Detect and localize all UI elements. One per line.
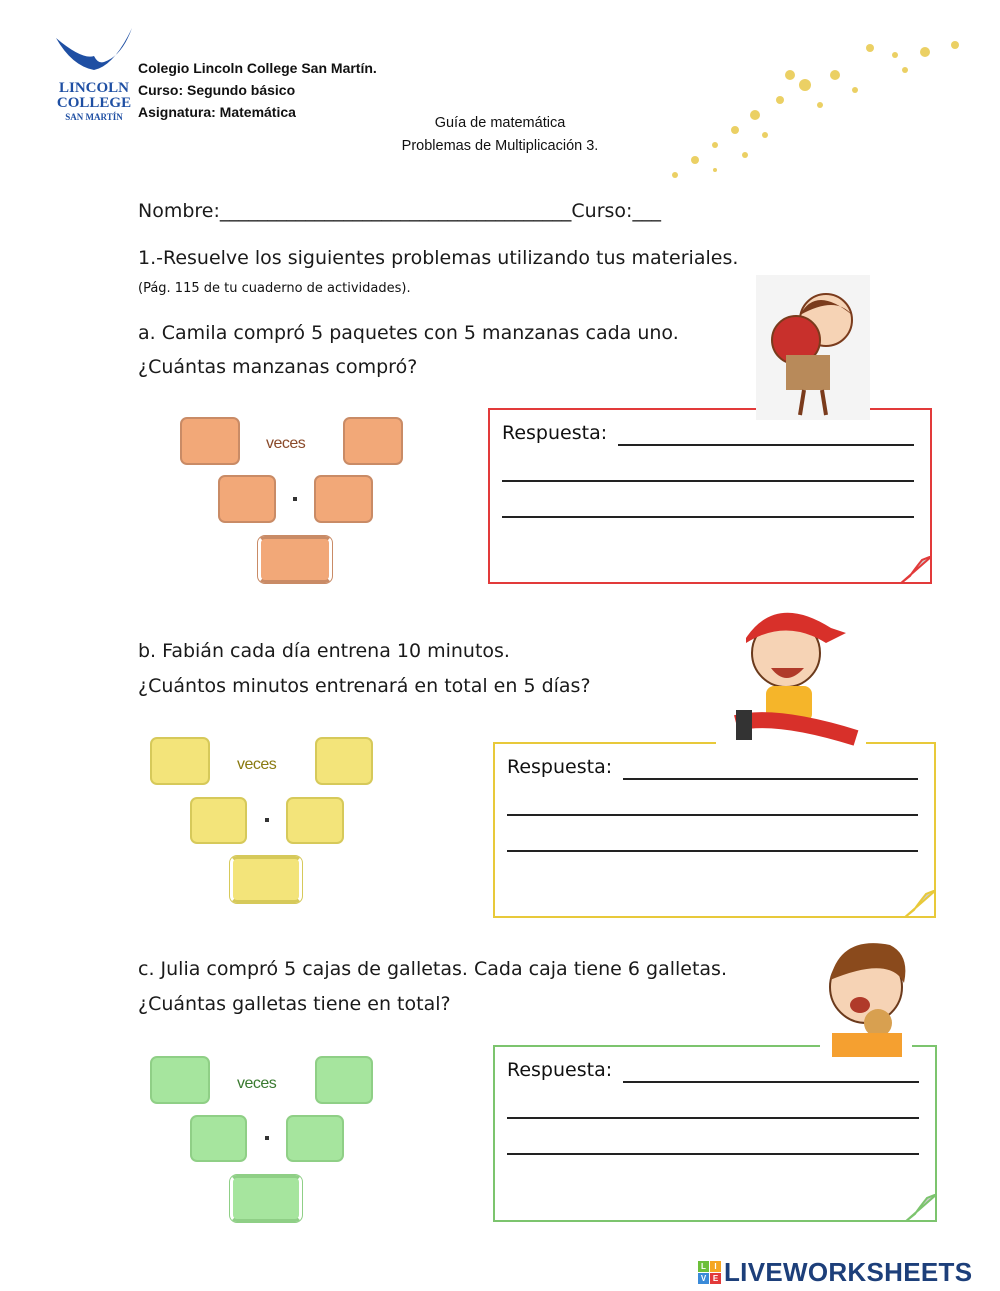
problem-a-line1: a. Camila compró 5 paquetes con 5 manzanas cada uno.: [138, 322, 679, 344]
factor-box-1[interactable]: [180, 417, 240, 465]
multiplication-box-1[interactable]: [190, 1115, 247, 1162]
multiplication-box-2[interactable]: [314, 475, 373, 523]
subject-info: Asignatura: Matemática: [138, 104, 296, 120]
factor-box-2[interactable]: [343, 417, 403, 465]
problem-a-line2: ¿Cuántas manzanas compró?: [138, 356, 418, 378]
factor-box-2[interactable]: [315, 737, 373, 785]
course-label: Curso:___: [571, 200, 661, 222]
page-curl-icon: [905, 1194, 937, 1222]
liveworksheets-logo: [698, 1257, 972, 1288]
veces-label: veces: [266, 435, 306, 452]
logo-line-1: LINCOLN: [58, 80, 129, 96]
problem-b-line2: ¿Cuántos minutos entrenará en total en 5 días?: [138, 675, 591, 697]
multiplication-box-2[interactable]: [286, 797, 344, 844]
logo-line-3: SAN MARTÍN: [65, 112, 123, 122]
course-info: Curso: Segundo básico: [138, 82, 296, 98]
boy-stretching-illustration: [716, 598, 866, 756]
shooting-stars-decoration: [655, 30, 985, 195]
multiplication-box-2[interactable]: [286, 1115, 344, 1162]
answer-box-a[interactable]: [488, 408, 932, 584]
problem-b-line1: b. Fabián cada día entrena 10 minutos.: [138, 640, 510, 662]
name-label: Nombre:_____________________________________: [138, 200, 572, 222]
result-box[interactable]: [258, 536, 332, 583]
problem-c-line1: c. Julia compró 5 cajas de galletas. Cada caja tiene 6 galletas.: [138, 958, 727, 980]
multiplication-box-1[interactable]: [190, 797, 247, 844]
problem-c-line2: ¿Cuántas galletas tiene en total?: [138, 993, 451, 1015]
multiply-dot: [265, 818, 269, 822]
answer-box-b[interactable]: [493, 742, 936, 918]
factor-box-2[interactable]: [315, 1056, 373, 1104]
multiply-dot: [293, 497, 297, 501]
guide-subtitle: Problemas de Multiplicación 3.: [401, 138, 599, 154]
name-field[interactable]: [138, 200, 818, 222]
school-name: Colegio Lincoln College San Martín.: [138, 60, 377, 76]
answer-label: Respuesta:: [502, 422, 608, 444]
guide-title: Guía de matemática: [434, 115, 566, 131]
boy-eating-cookie-illustration: [820, 935, 912, 1057]
result-box[interactable]: [230, 1175, 302, 1222]
factor-box-1[interactable]: [150, 1056, 210, 1104]
answer-label: Respuesta:: [507, 1059, 613, 1081]
multiply-dot: [265, 1136, 269, 1140]
veces-label: veces: [237, 1075, 277, 1092]
school-logo: [52, 26, 136, 120]
logo-line-2: COLLEGE: [56, 95, 132, 111]
multiplication-box-1[interactable]: [218, 475, 276, 523]
page-curl-icon: [900, 556, 932, 584]
live-badge-icon: L I V E: [698, 1261, 721, 1284]
page-curl-icon: [904, 890, 936, 918]
eagle-icon: [52, 26, 136, 76]
girl-with-apples-illustration: [756, 275, 870, 420]
instructions-note: (Pág. 115 de tu cuaderno de actividades).: [138, 281, 411, 296]
instructions-title: 1.-Resuelve los siguientes problemas utilizando tus materiales.: [138, 247, 739, 269]
factor-box-1[interactable]: [150, 737, 210, 785]
brand-text: LIVEWORKSHEETS: [724, 1257, 973, 1287]
veces-label: veces: [237, 756, 277, 773]
answer-box-c[interactable]: [493, 1045, 937, 1222]
answer-label: Respuesta:: [507, 756, 613, 778]
result-box[interactable]: [230, 856, 302, 903]
